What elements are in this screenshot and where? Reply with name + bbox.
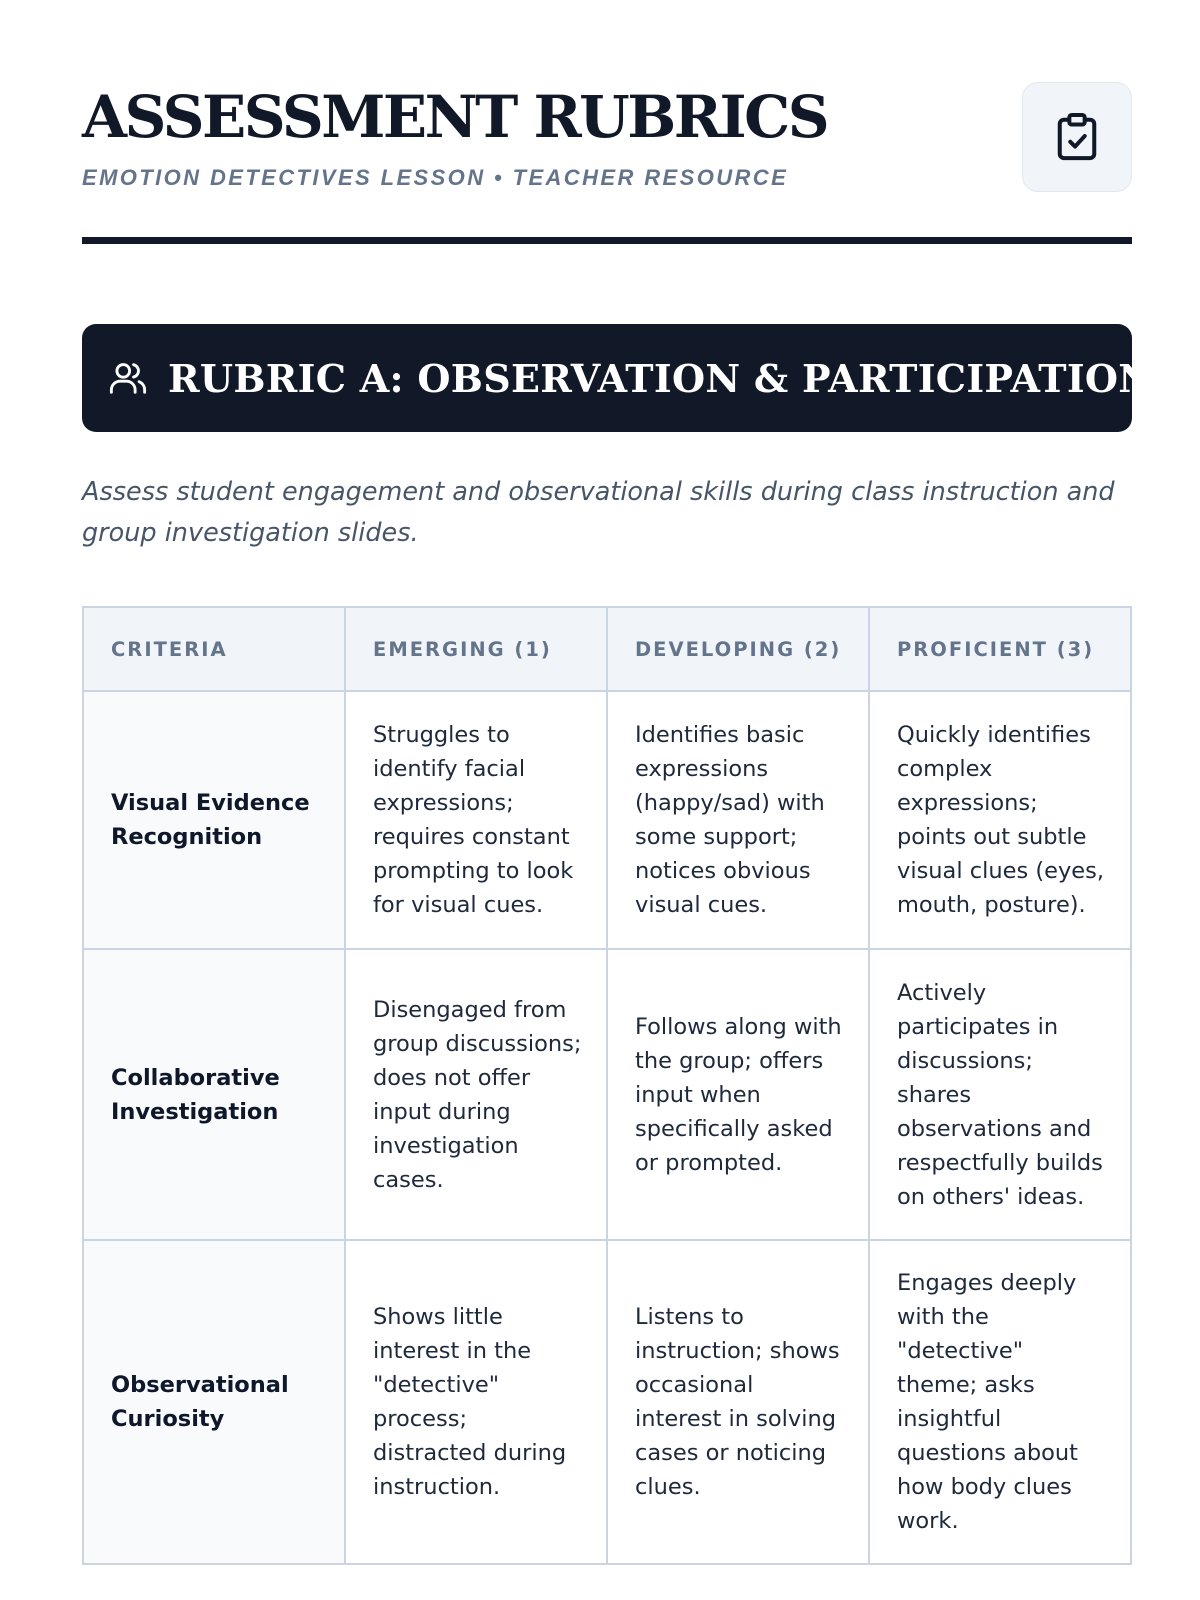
proficient-cell: Engages deeply with the "detective" theme; asks insightful questions about how body clues work.	[869, 1240, 1131, 1564]
clipboard-badge	[1022, 82, 1132, 192]
column-header-emerging: EMERGING (1)	[345, 607, 607, 691]
table-row	[83, 949, 1131, 1240]
criteria-cell: Observational Curiosity	[83, 1240, 345, 1564]
rubric-section-header	[82, 324, 1154, 432]
criteria-cell: Visual Evidence Recognition	[83, 691, 345, 949]
page-title: ASSESSMENT RUBRICS	[82, 83, 828, 151]
emerging-cell: Shows little interest in the "detective" process; distracted during instruction.	[345, 1240, 607, 1564]
criteria-cell: Collaborative Investigation	[83, 949, 345, 1240]
column-header-proficient: PROFICIENT (3)	[869, 607, 1131, 691]
table-row	[83, 691, 1131, 949]
clipboard-check-icon	[1054, 111, 1100, 163]
emerging-cell: Disengaged from group discussions; does not offer input during investigation cases.	[345, 949, 607, 1240]
proficient-cell: Actively participates in discussions; shares observations and respectfully builds on others' ideas.	[869, 949, 1131, 1240]
rubric-description: Assess student engagement and observational skills during class instruction and group investigation slides.	[82, 477, 1115, 548]
page-subtitle: EMOTION DETECTIVES LESSON • TEACHER RESOURCE	[82, 165, 789, 190]
emerging-cell: Struggles to identify facial expressions; requires constant prompting to look for visual cues.	[345, 691, 607, 949]
page	[82, 0, 1154, 1534]
developing-cell: Identifies basic expressions (happy/sad) with some support; notices obvious visual cues.	[607, 691, 869, 949]
developing-cell: Listens to instruction; shows occasional interest in solving cases or noticing clues.	[607, 1240, 869, 1564]
table-header-row	[83, 607, 1131, 691]
rubric-table	[82, 606, 1132, 1565]
table-row	[83, 1240, 1131, 1564]
users-icon	[108, 358, 148, 398]
column-header-criteria: CRITERIA	[83, 607, 345, 691]
proficient-cell: Quickly identifies complex expressions; points out subtle visual clues (eyes, mouth, posture).	[869, 691, 1131, 949]
page-header	[82, 0, 1132, 244]
rubric-title: RUBRIC A: OBSERVATION & PARTICIPATION	[168, 355, 1154, 401]
column-header-developing: DEVELOPING (2)	[607, 607, 869, 691]
developing-cell: Follows along with the group; offers input when specifically asked or prompted.	[607, 949, 869, 1240]
